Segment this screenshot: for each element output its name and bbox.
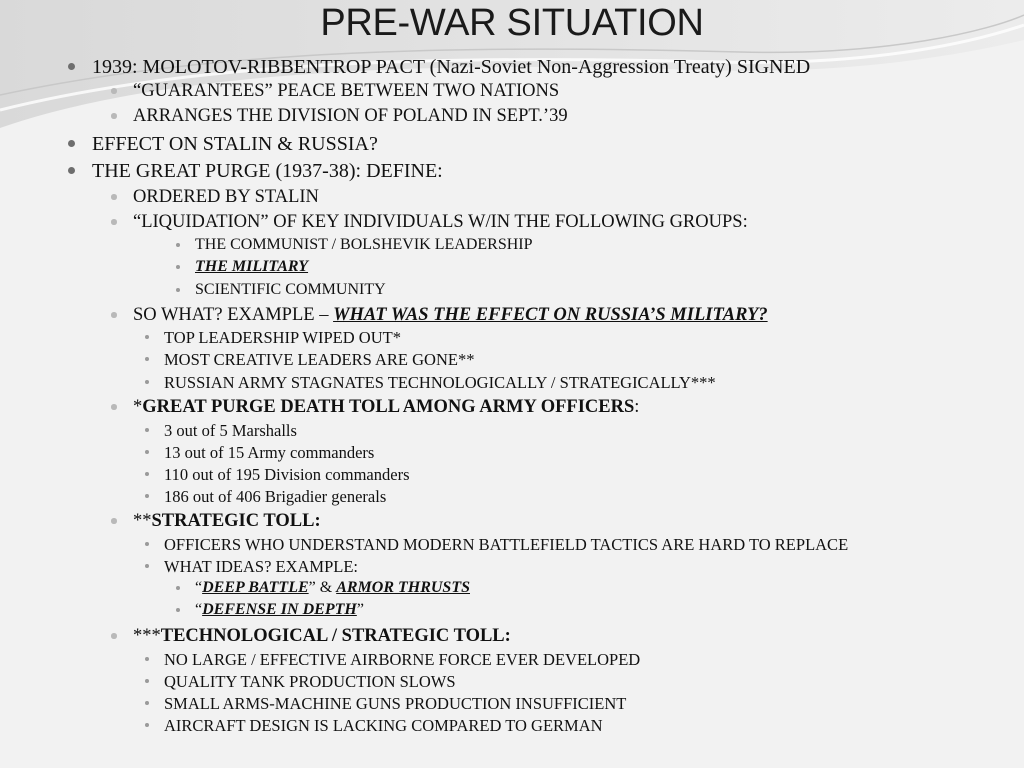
outline-item [164,421,297,441]
bullet-icon [145,723,149,727]
outline-text: : [634,397,640,417]
outline-item [133,106,568,127]
outline-item [195,579,470,597]
outline-text: 13 out of 15 Army commanders [164,443,375,462]
outline-item [133,212,748,233]
outline-text: MOST CREATIVE LEADERS ARE GONE** [164,350,475,369]
outline-item [133,305,768,326]
bullet-icon [145,564,149,568]
outline-text: “LIQUIDATION” OF KEY INDIVIDUALS W/IN THE FOLLOWING GROUPS: [133,212,748,232]
outline-text: ” [356,601,364,618]
bullet-icon [68,140,75,147]
outline-text: 1939: MOLOTOV-RIBBENTROP PACT (Nazi-Soviet Non-Aggression Treaty) SIGNED [92,56,811,78]
outline-text: DEFENSE IN DEPTH [202,601,357,618]
bullet-icon [145,494,149,498]
bullet-icon [111,312,117,318]
outline-text: QUALITY TANK PRODUCTION SLOWS [164,672,456,691]
bullet-icon [111,633,117,639]
bullet-icon [145,357,149,361]
bullet-icon [176,243,180,247]
outline-item [133,397,639,418]
bullet-icon [111,518,117,524]
bullet-icon [145,335,149,339]
bullet-icon [176,608,180,612]
outline-item [164,328,401,348]
bullet-icon [145,428,149,432]
bullet-icon [111,219,117,225]
bullet-icon [176,586,180,590]
outline-text: THE MILITARY [195,258,309,275]
outline-text: SCIENTIFIC COMMUNITY [195,281,386,298]
outline-text: “ [195,579,203,596]
outline-item [164,557,358,577]
outline-item [133,626,511,647]
outline-item [92,160,443,183]
bullet-icon [145,472,149,476]
outline-item [164,535,848,555]
outline-text: 3 out of 5 Marshalls [164,421,297,440]
outline-item [164,716,603,736]
outline-text: SO WHAT? EXAMPLE – [133,305,334,325]
outline-text: ORDERED BY STALIN [133,187,319,207]
outline-text: DEEP BATTLE [202,579,309,596]
outline-item [164,672,456,692]
outline-text: ARRANGES THE DIVISION OF POLAND IN SEPT.’39 [133,106,568,126]
bullet-icon [176,265,180,269]
bullet-icon [145,450,149,454]
outline-item [164,694,626,714]
outline-text: * [133,397,143,417]
outline-text: STRATEGIC TOLL: [151,511,321,531]
outline-text: SMALL ARMS-MACHINE GUNS PRODUCTION INSUFFICIENT [164,694,627,713]
bullet-icon [145,701,149,705]
outline-item [164,465,410,485]
outline-text: EFFECT ON STALIN & RUSSIA? [92,133,378,155]
outline-text: “ [195,601,203,618]
outline-text: GREAT PURGE DEATH TOLL AMONG ARMY OFFICERS [142,397,635,417]
outline-item [195,236,533,254]
outline-item [164,487,386,507]
bullet-icon [145,657,149,661]
outline-text: ** [133,511,152,531]
outline-text: “GUARANTEES” PEACE BETWEEN TWO NATIONS [133,81,560,101]
outline-text: ” & [308,579,337,596]
outline-item [195,258,308,276]
outline-item [164,350,474,370]
slide-title: PRE-WAR SITUATION [320,2,704,44]
bullet-icon [68,63,75,70]
bullet-icon [145,542,149,546]
bullet-icon [145,380,149,384]
outline-text: RUSSIAN ARMY STAGNATES TECHNOLOGICALLY / STRATEGICALLY*** [164,373,716,392]
outline-text: ARMOR THRUSTS [336,579,470,596]
bullet-icon [111,88,117,94]
outline-text: 186 out of 406 Brigadier generals [164,487,387,506]
outline-text: OFFICERS WHO UNDERSTAND MODERN BATTLEFIELD TACTICS ARE HARD TO REPLACE [164,535,849,554]
outline-item [164,443,374,463]
outline-text: THE COMMUNIST / BOLSHEVIK LEADERSHIP [195,236,533,253]
outline-item [133,511,321,532]
outline-text: THE GREAT PURGE (1937-38): DEFINE: [92,160,443,182]
bullet-icon [111,194,117,200]
bullet-icon [176,288,180,292]
outline-text: AIRCRAFT DESIGN IS LACKING COMPARED TO GERMAN [164,716,603,735]
outline-text: NO LARGE / EFFECTIVE AIRBORNE FORCE EVER DEVELOPED [164,650,641,669]
outline-item [195,601,364,619]
outline-text: 110 out of 195 Division commanders [164,465,410,484]
outline-text: TOP LEADERSHIP WIPED OUT* [164,328,401,347]
bullet-icon [145,679,149,683]
bullet-icon [68,167,75,174]
outline-item [164,373,716,393]
outline-item [92,133,378,156]
outline-item [133,187,319,208]
bullet-icon [111,113,117,119]
outline-item [92,56,810,79]
outline-text: WHAT IDEAS? EXAMPLE: [164,557,359,576]
outline-item [164,650,640,670]
outline-text: WHAT WAS THE EFFECT ON RUSSIA’S MILITARY? [333,305,768,325]
outline-item [195,281,386,299]
outline-item [133,81,559,102]
outline-text: *** [133,626,161,646]
bullet-icon [111,404,117,410]
outline-text: TECHNOLOGICAL / STRATEGIC TOLL: [160,626,511,646]
